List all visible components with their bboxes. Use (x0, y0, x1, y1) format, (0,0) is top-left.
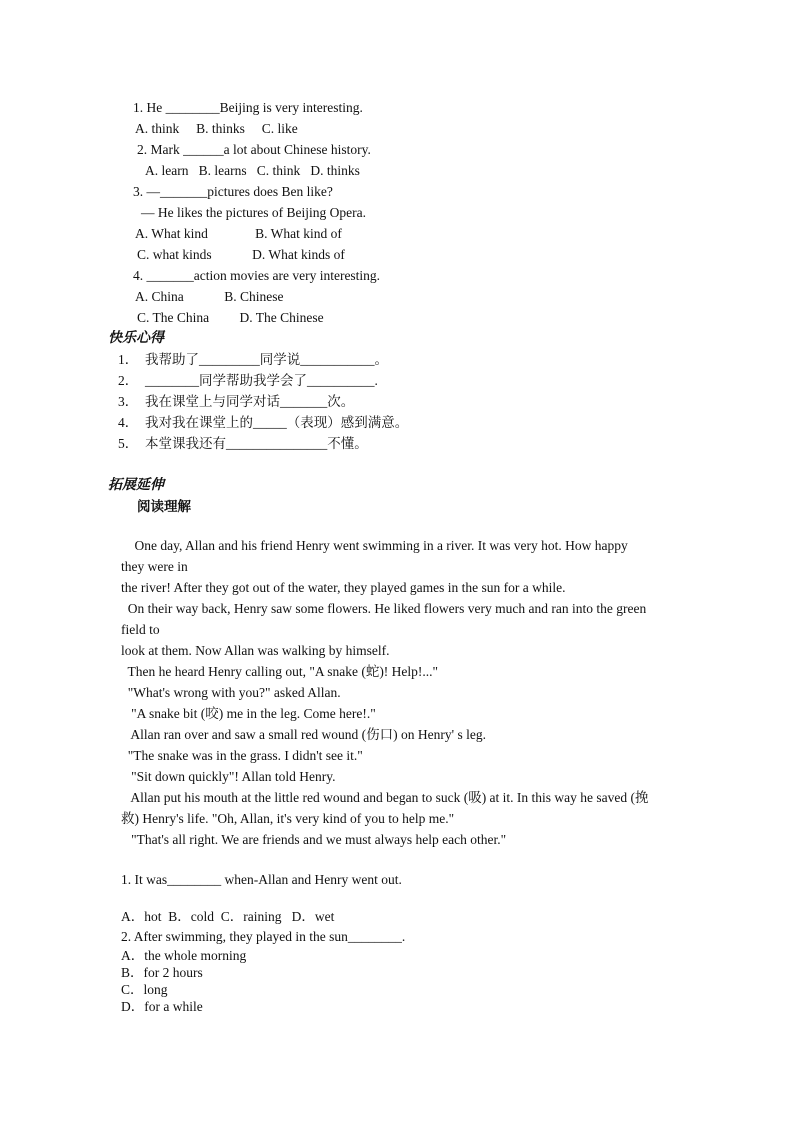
question-3-answer: — He likes the pictures of Beijing Opera. (141, 205, 366, 220)
comprehension-option: C．long (121, 982, 168, 997)
comprehension-question-2: 2. After swimming, they played in the sun________. (121, 929, 406, 944)
passage-line: Then he heard Henry calling out, "A snake (蛇)! Help!..." (121, 664, 439, 679)
happy-notes-heading: 快乐心得 (108, 331, 164, 346)
question-1: 1. He ________Beijing is very interesting. (133, 100, 363, 115)
reading-comprehension-heading: 阅读理解 (137, 499, 191, 514)
question-3: 3. —_______pictures does Ben like? (133, 184, 333, 199)
passage-line: Allan ran over and saw a small red wound (伤口) on Henry' s leg. (121, 727, 486, 742)
passage-line: the river! After they got out of the water, they played games in the sun for a while. (121, 580, 566, 595)
question-1-options: A. think B. thinks C. like (135, 121, 298, 136)
passage-line: look at them. Now Allan was walking by himself. (121, 643, 390, 658)
comprehension-question-1-options: A．hot B．cold C．raining D．wet (121, 909, 335, 924)
passage-line: "That's all right. We are friends and we must always help each other." (121, 832, 507, 847)
passage-line: "The snake was in the grass. I didn't see it." (121, 748, 363, 763)
question-2: 2. Mark ______a lot about Chinese history. (137, 142, 371, 157)
question-2-options: A. learn B. learns C. think D. thinks (145, 163, 360, 178)
comprehension-question-1: 1. It was________ when-Allan and Henry went out. (121, 872, 402, 887)
question-4: 4. _______action movies are very interesting. (133, 268, 381, 283)
happy-note-item: 1． 我帮助了_________同学说___________。 (118, 352, 388, 367)
passage-line: One day, Allan and his friend Henry went swimming in a river. It was very hot. How happy (121, 538, 628, 553)
passage-line: "A snake bit (咬) me in the leg. Come here!." (121, 706, 376, 721)
comprehension-option: D．for a while (121, 999, 203, 1014)
passage-line: 救) Henry's life. "Oh, Allan, it's very kind of you to help me." (121, 811, 455, 826)
happy-note-item: 4． 我对我在课堂上的_____（表现）感到满意。 (118, 415, 409, 430)
happy-note-item: 2． ________同学帮助我学会了__________. (118, 373, 378, 388)
comprehension-option: A．the whole morning (121, 948, 247, 963)
question-4-options-a: A. China B. Chinese (135, 289, 284, 304)
question-3-options-b: C. what kinds D. What kinds of (137, 247, 345, 262)
happy-note-item: 3． 我在课堂上与同学对话_______次。 (118, 394, 355, 409)
comprehension-option: B．for 2 hours (121, 965, 203, 980)
passage-line: they were in (121, 559, 188, 574)
extension-heading: 拓展延伸 (108, 478, 164, 493)
passage-line: field to (121, 622, 160, 637)
passage-line: "Sit down quickly"! Allan told Henry. (121, 769, 336, 784)
passage-line: Allan put his mouth at the little red wound and began to suck (吸) at it. In this way he saved (挽 (121, 790, 649, 805)
passage-line: "What's wrong with you?" asked Allan. (121, 685, 341, 700)
passage-line: On their way back, Henry saw some flowers. He liked flowers very much and ran into the green (121, 601, 647, 616)
happy-note-item: 5． 本堂课我还有_______________不懂。 (118, 436, 368, 451)
question-4-options-b: C. The China D. The Chinese (137, 310, 324, 325)
question-3-options-a: A. What kind B. What kind of (135, 226, 342, 241)
